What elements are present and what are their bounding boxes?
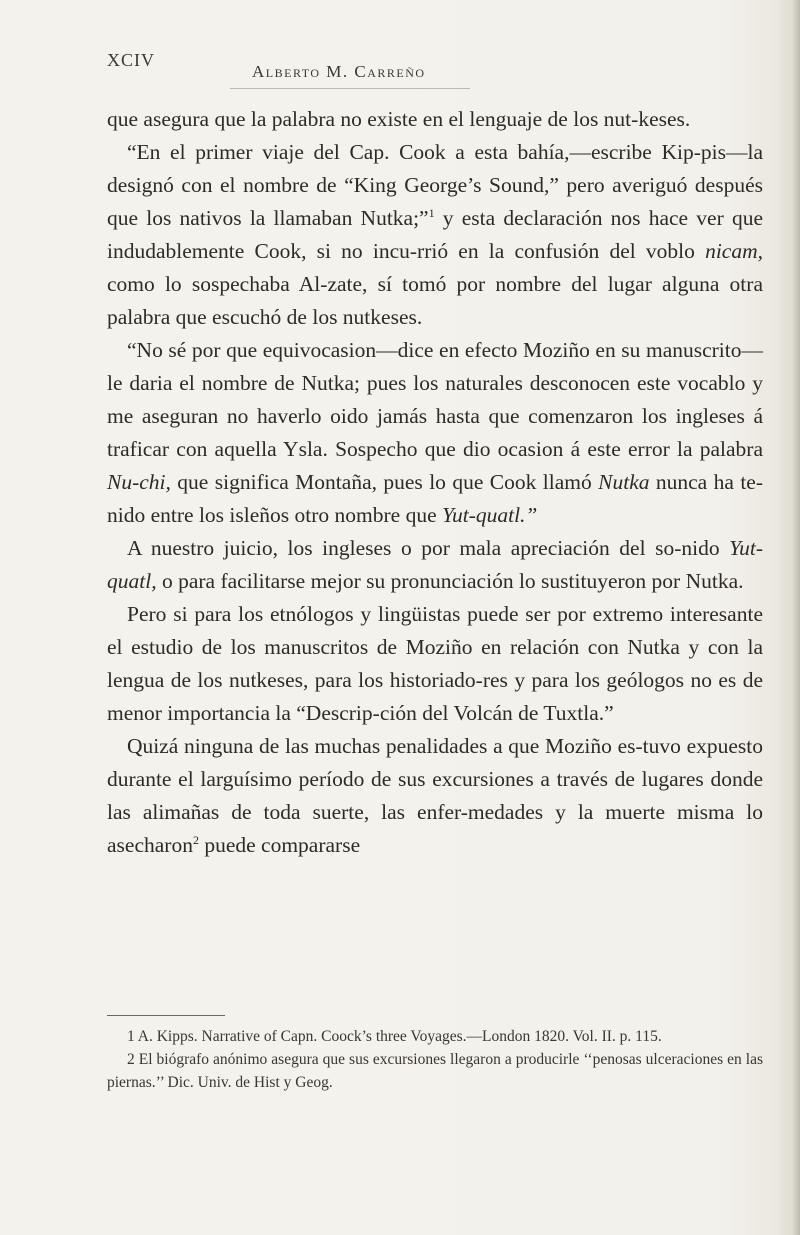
page-number: XCIV [107,50,155,70]
paragraph-2: “En el primer viaje del Cap. Cook a esta bahía,—escribe Kip-pis—la designó con el nombre de “King George’s Sound,” pero averiguó después que los nativos la llamaban Nutka;”$^1$ y esta declaración nos hace ver que indudablemente Cook, si no incu-rrió en la confusión del voblo nicam, como lo sospechaba Al-zate, sí tomó por nombre del lugar alguna otra palabra que escuchó de los nutkeses. [107,140,763,329]
header-rule [230,88,470,89]
body-text [107,103,763,862]
paragraph-4: A nuestro juicio, los ingleses o por mala apreciación del so-nido Yut-quatl, o para facilitarse mejor su pronunciación lo sustituyeron por Nutka. [107,536,763,593]
paragraph-1: que asegura que la palabra no existe en el lenguaje de los nut-keses. [107,107,691,131]
paragraph-5: Pero si para los etnólogos y lingüistas puede ser por extremo interesante el estudio de los manuscritos de Moziño en relación con Nutka y con la lengua de los nutkeses, para los historiado-res y para los geólogos no es de menor importancia la “Descrip-ción del Volcán de Tuxtla.” [107,602,763,725]
paragraph-6: Quizá ninguna de las muchas penalidades a que Moziño es-tuvo expuesto durante el larguísimo período de sus excursiones a través de lugares donde las alimañas de toda suerte, las enfer-medades y la muerte misma lo asecharon$^2$ puede compararse [107,734,763,857]
footnote-1: 1 A. Kipps. Narrative of Capn. Coock’s three Voyages.—London 1820. Vol. II. p. 115. [127,1028,662,1045]
footnote-rule [107,1015,225,1016]
running-head: Alberto M. Carreño [252,62,426,81]
footnote-ref-2: 2 [192,832,199,847]
footnote-ref-1: 1 [428,205,435,220]
page-edge-shadow [792,0,800,1235]
footnote-2: 2 El biógrafo anónimo asegura que sus excursiones llegaron a producirle ‘‘penosas ulceraciones en las piernas.’’ Dic. Univ. de Hist y Geog. [107,1051,763,1091]
page-header [107,50,757,80]
footnotes [107,1025,763,1094]
paragraph-3: “No sé por que equivocasion—dice en efecto Moziño en su manuscrito—le daria el nombre de Nutka; pues los naturales desconocen este vocablo y me aseguran no haverlo oido jamás hasta que comenzaron los ingleses á traficar con aquella Ysla. Sospecho que dio ocasion á este error la palabra Nu-chi, que significa Montaña, pues lo que Cook llamó Nutka nunca ha te-nido entre los isleños otro nombre que Yut-quatl.” [107,338,763,527]
